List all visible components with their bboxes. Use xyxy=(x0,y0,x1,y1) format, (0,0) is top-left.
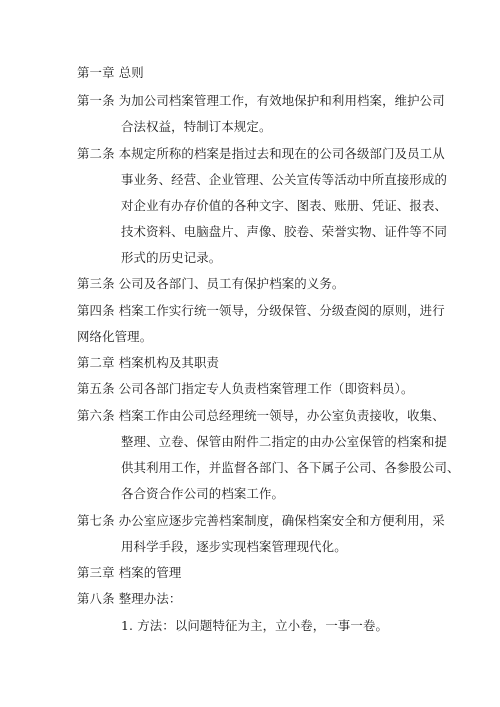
article-6-line-4: 各合资合作公司的档案工作。 xyxy=(121,486,285,501)
article-4-line-1: 第四条 档案工作实行统一领导，分级保管、分级查阅的原则，进行 xyxy=(77,303,445,318)
chapter-3-heading: 第三章 档案的管理 xyxy=(77,565,182,580)
article-2-line-4: 技术资料、电脑盘片、声像、胶卷、荣誉实物、证件等不同 xyxy=(121,224,448,239)
article-1-line-1: 第一条 为加公司档案管理工作，有效地保护和利用档案，维护公司 xyxy=(77,93,445,108)
article-5: 第五条 公司各部门指定专人负责档案管理工作（即资料员）。 xyxy=(77,381,414,396)
article-6-line-1: 第六条 档案工作由公司总经理统一领导，办公室负责接收，收集、 xyxy=(77,408,445,423)
article-6-line-3: 供其利用工作，并监督各部门、各下属子公司、各参股公司、 xyxy=(121,460,460,475)
article-6-line-2: 整理、立卷、保管由附件二指定的由办公室保管的档案和提 xyxy=(121,434,448,449)
article-1-line-2: 合法权益，特制订本规定。 xyxy=(121,119,272,134)
article-8-item-1: 1. 方法：以问题特征为主，立小卷，一事一卷。 xyxy=(121,618,389,633)
article-2-line-5: 形式的历史记录。 xyxy=(121,250,222,265)
chapter-1-heading: 第一章 总则 xyxy=(77,65,144,80)
article-4-line-2: 网络化管理。 xyxy=(77,329,153,344)
article-7-line-1: 第七条 办公室应逐步完善档案制度，确保档案安全和方便利用，采 xyxy=(77,513,445,528)
article-3: 第三条 公司及各部门、员工有保护档案的义务。 xyxy=(77,276,345,291)
article-8: 第八条 整理办法： xyxy=(77,591,182,606)
article-2-line-1: 第二条 本规定所称的档案是指过去和现在的公司各级部门及员工从 xyxy=(77,146,445,161)
article-7-line-2: 用科学手段，逐步实现档案管理现代化。 xyxy=(121,539,347,554)
chapter-2-heading: 第二章 档案机构及其职责 xyxy=(77,355,220,370)
article-2-line-2: 事业务、经营、企业管理、公关宣传等活动中所直接形成的 xyxy=(121,172,448,187)
article-2-line-3: 对企业有办存价值的各种文字、图表、账册、凭证、报表、 xyxy=(121,198,448,213)
